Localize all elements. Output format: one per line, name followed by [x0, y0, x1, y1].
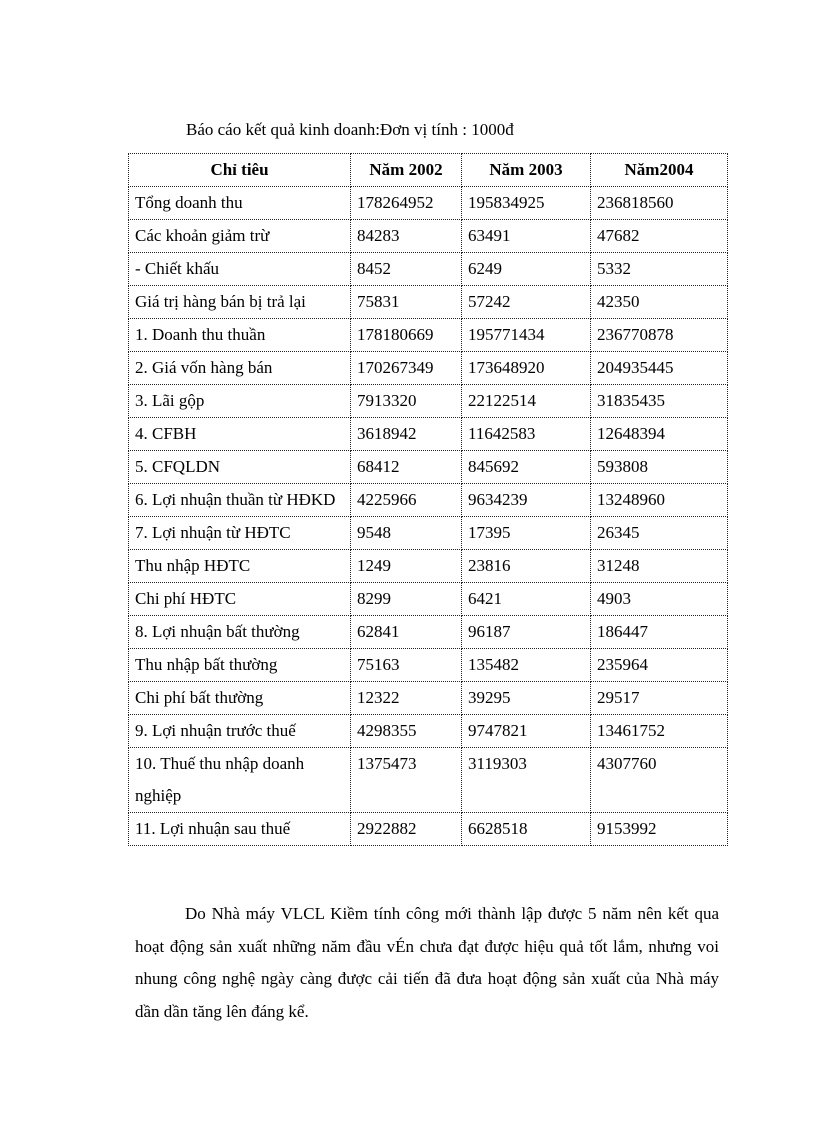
table-row	[129, 319, 728, 352]
row-label: 3. Lãi gộp	[129, 385, 351, 418]
table-row	[129, 220, 728, 253]
value-2004: 12648394	[591, 418, 728, 451]
row-label: Thu nhập bất thường	[129, 649, 351, 682]
value-2004: 5332	[591, 253, 728, 286]
value-2003: 195834925	[462, 187, 591, 220]
value-2002: 3618942	[351, 418, 462, 451]
table-row	[129, 286, 728, 319]
value-2004: 13248960	[591, 484, 728, 517]
value-2003: 6421	[462, 583, 591, 616]
row-label: 1. Doanh thu thuần	[129, 319, 351, 352]
value-2004: 31248	[591, 550, 728, 583]
table-row	[129, 813, 728, 846]
row-label: Chi phí bất thường	[129, 682, 351, 715]
report-caption: Báo cáo kết quả kinh doanh:Đơn vị tính : 1000đ	[186, 120, 514, 139]
value-2003: 3119303	[462, 748, 591, 813]
value-2003: 23816	[462, 550, 591, 583]
value-2002: 4298355	[351, 715, 462, 748]
row-label: - Chiết khấu	[129, 253, 351, 286]
value-2003: 135482	[462, 649, 591, 682]
value-2004: 47682	[591, 220, 728, 253]
value-2003: 22122514	[462, 385, 591, 418]
row-label: 5. CFQLDN	[129, 451, 351, 484]
value-2002: 9548	[351, 517, 462, 550]
table-row	[129, 583, 728, 616]
value-2004: 26345	[591, 517, 728, 550]
header-indicator: Chỉ tiêu	[129, 154, 351, 187]
value-2004: 593808	[591, 451, 728, 484]
value-2004: 29517	[591, 682, 728, 715]
value-2003: 96187	[462, 616, 591, 649]
value-2003: 17395	[462, 517, 591, 550]
value-2002: 178180669	[351, 319, 462, 352]
table-row	[129, 187, 728, 220]
table-row	[129, 484, 728, 517]
table-row	[129, 385, 728, 418]
header-year-2004: Năm2004	[591, 154, 728, 187]
row-label: Các khoản giảm trừ	[129, 220, 351, 253]
value-2004: 4903	[591, 583, 728, 616]
value-2003: 63491	[462, 220, 591, 253]
value-2003: 9634239	[462, 484, 591, 517]
value-2004: 204935445	[591, 352, 728, 385]
row-label: 4. CFBH	[129, 418, 351, 451]
row-label: Thu nhập HĐTC	[129, 550, 351, 583]
value-2003: 57242	[462, 286, 591, 319]
table-row	[129, 451, 728, 484]
row-label: Chi phí HĐTC	[129, 583, 351, 616]
value-2002: 4225966	[351, 484, 462, 517]
value-2002: 68412	[351, 451, 462, 484]
value-2004: 13461752	[591, 715, 728, 748]
value-2002: 12322	[351, 682, 462, 715]
value-2004: 31835435	[591, 385, 728, 418]
table-row	[129, 682, 728, 715]
value-2002: 84283	[351, 220, 462, 253]
value-2004: 186447	[591, 616, 728, 649]
value-2004: 236770878	[591, 319, 728, 352]
value-2002: 8299	[351, 583, 462, 616]
value-2002: 170267349	[351, 352, 462, 385]
row-label: 9. Lợi nhuận trước thuế	[129, 715, 351, 748]
table-row	[129, 352, 728, 385]
value-2002: 178264952	[351, 187, 462, 220]
value-2002: 7913320	[351, 385, 462, 418]
table-row	[129, 550, 728, 583]
value-2003: 39295	[462, 682, 591, 715]
row-label: 11. Lợi nhuận sau thuế	[129, 813, 351, 846]
table-row	[129, 517, 728, 550]
table-row	[129, 253, 728, 286]
row-label: 6. Lợi nhuận thuần từ HĐKD	[129, 484, 351, 517]
value-2003: 9747821	[462, 715, 591, 748]
value-2002: 1375473	[351, 748, 462, 813]
value-2003: 173648920	[462, 352, 591, 385]
header-year-2003: Năm 2003	[462, 154, 591, 187]
row-label: 7. Lợi nhuận từ HĐTC	[129, 517, 351, 550]
value-2003: 195771434	[462, 319, 591, 352]
value-2003: 11642583	[462, 418, 591, 451]
row-label: 2. Giá vốn hàng bán	[129, 352, 351, 385]
table-row	[129, 616, 728, 649]
value-2004: 42350	[591, 286, 728, 319]
value-2004: 9153992	[591, 813, 728, 846]
value-2003: 845692	[462, 451, 591, 484]
row-label: 10. Thuế thu nhập doanh nghiệp	[129, 748, 351, 813]
value-2004: 235964	[591, 649, 728, 682]
value-2003: 6249	[462, 253, 591, 286]
value-2003: 6628518	[462, 813, 591, 846]
table-row	[129, 418, 728, 451]
value-2002: 75163	[351, 649, 462, 682]
income-statement-table	[128, 153, 728, 846]
value-2002: 75831	[351, 286, 462, 319]
value-2002: 62841	[351, 616, 462, 649]
table-row	[129, 649, 728, 682]
row-label: Tổng doanh thu	[129, 187, 351, 220]
value-2002: 2922882	[351, 813, 462, 846]
value-2004: 4307760	[591, 748, 728, 813]
value-2004: 236818560	[591, 187, 728, 220]
value-2002: 8452	[351, 253, 462, 286]
table-row	[129, 715, 728, 748]
table-row	[129, 748, 728, 813]
row-label: Giá trị hàng bán bị trả lại	[129, 286, 351, 319]
header-year-2002: Năm 2002	[351, 154, 462, 187]
value-2002: 1249	[351, 550, 462, 583]
table-header-row	[129, 154, 728, 187]
conclusion-paragraph: Do Nhà máy VLCL Kiềm tính công mới thành lập được 5 năm nên kết qua hoạt động sản xuất những năm đầu vÉn chưa đạt được hiệu quả tốt lắm, nhưng voi nhung công nghệ ngày càng được cải tiến đã đưa hoạt động sản xuất của Nhà máy dần dần tăng lên đáng kể.	[135, 904, 719, 1021]
row-label: 8. Lợi nhuận bất thường	[129, 616, 351, 649]
